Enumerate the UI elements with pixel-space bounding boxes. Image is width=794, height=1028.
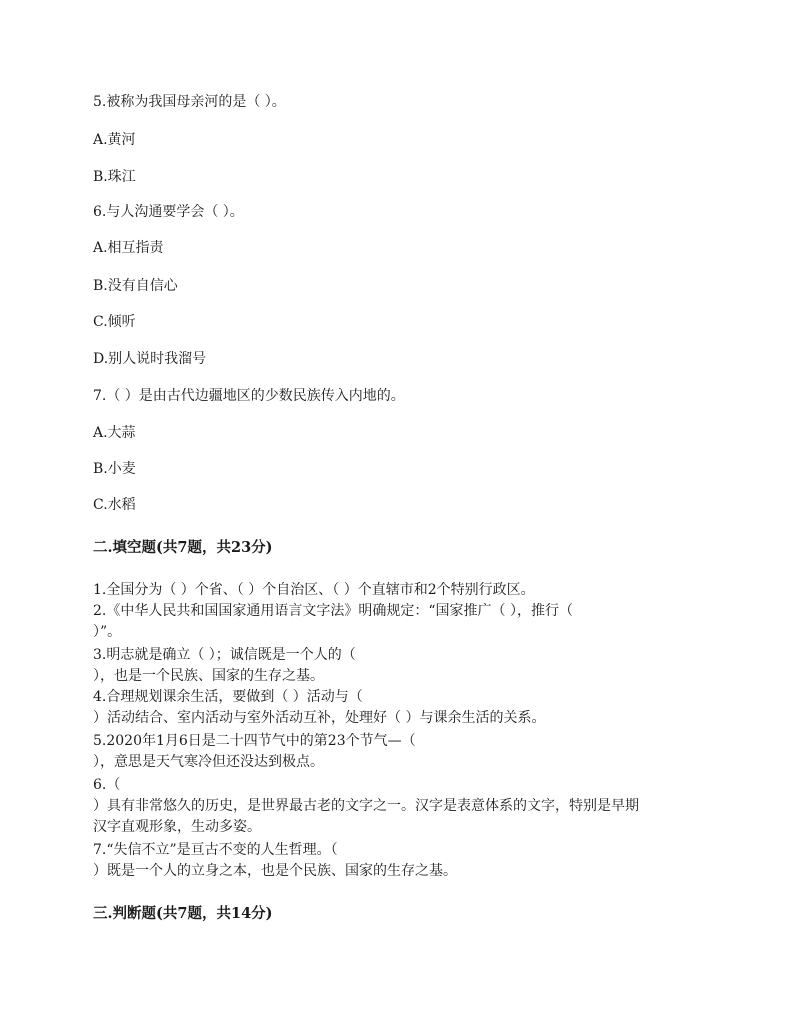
section-judge-heading: 三.判断题(共7题，共14分) — [93, 905, 273, 922]
question-6-option-b: B.没有自信心 — [93, 278, 178, 294]
question-5: 5.被称为我国母亲河的是（ ）。 — [93, 94, 286, 110]
fill-line: ）具有非常悠久的历史，是世界最古老的文字之一。汉字是表意体系的文字，特别是早期 — [93, 798, 639, 814]
fill-line: 1.全国分为（ ）个省、（ ）个自治区、（ ）个直辖市和2个特别行政区。 — [93, 582, 535, 598]
fill-line: 6.（ — [93, 777, 121, 793]
fill-line: 3.明志就是确立（ ）；诚信既是一个人的（ — [93, 647, 356, 663]
question-5-option-a: A.黄河 — [93, 132, 136, 148]
fill-line: ）既是一个人的立身之本，也是个民族、国家的生存之基。 — [93, 863, 457, 879]
fill-line: ），意思是天气寒冷但还没达到极点。 — [93, 754, 324, 770]
question-5-option-b: B.珠江 — [93, 169, 136, 185]
question-7-option-c: C.水稻 — [93, 497, 136, 513]
fill-line: 7.“失信不立”是亘古不变的人生哲理。（ — [93, 842, 338, 858]
question-7-option-a: A.大蒜 — [93, 425, 136, 441]
fill-line: ），也是一个民族、国家的生存之基。 — [93, 668, 324, 684]
question-6-option-a: A.相互指责 — [93, 240, 164, 256]
question-7-option-b: B.小麦 — [93, 461, 136, 477]
fill-line: 5.2020年1月6日是二十四节气中的第23个节气—（ — [93, 733, 416, 749]
fill-line: ）活动结合、室内活动与室外活动互补，处理好（ ）与课余生活的关系。 — [93, 710, 546, 726]
section-fill-heading: 二.填空题(共7题，共23分) — [93, 539, 273, 556]
fill-line: 2.《中华人民共和国国家通用语言文字法》明确规定：“国家推广（ ），推行（ — [93, 603, 573, 619]
question-6: 6.与人沟通要学会（ ）。 — [93, 204, 244, 220]
fill-line: 汉字直观形象，生动多姿。 — [93, 819, 261, 835]
question-6-option-c: C.倾听 — [93, 314, 136, 330]
fill-line: 4.合理规划课余生活，要做到（ ）活动与（ — [93, 689, 363, 705]
question-7: 7.（ ）是由古代边疆地区的少数民族传入内地的。 — [93, 388, 405, 404]
question-6-option-d: D.别人说时我溜号 — [93, 351, 207, 367]
fill-line: ）”。 — [93, 624, 122, 640]
